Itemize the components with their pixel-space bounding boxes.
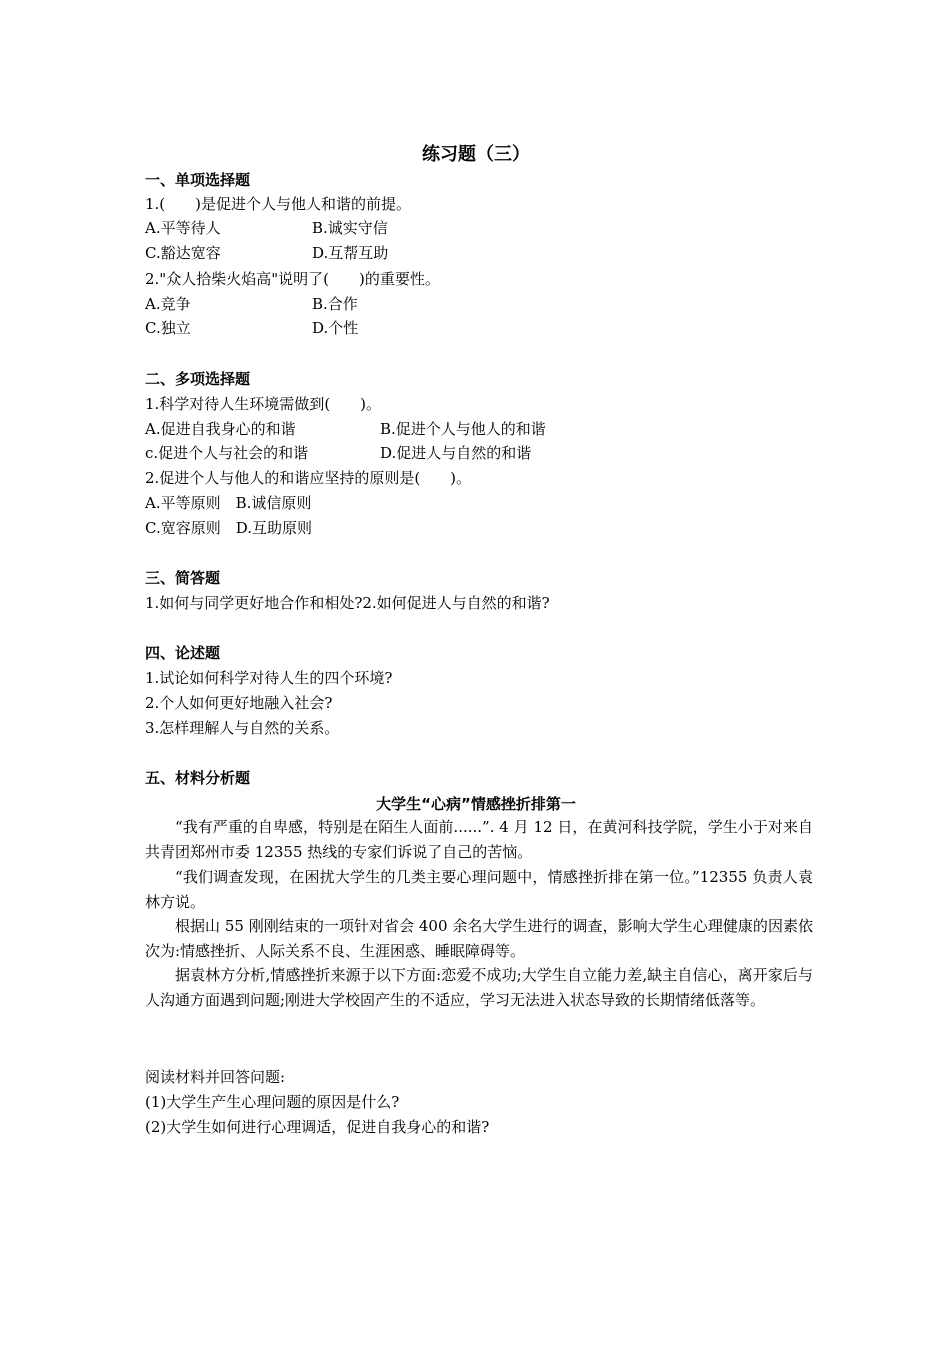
option-1-2-a: A.竞争	[145, 295, 191, 313]
question-4-3: 3.怎样理解人与自然的关系。	[145, 719, 340, 737]
material-prompt: 阅读材料并回答问题:	[145, 1068, 286, 1086]
material-paragraph-4: 据袁林方分析,情感挫折来源于以下方面:恋爱不成功;大学生自立能力差,缺主自信心，离开家后与人沟通方面遇到问题;刚进大学校固产生的不适应，学习无法进入状态导致的长期情绪低落等。	[145, 966, 813, 1009]
option-2-1-b: B.促进个人与他人的和谐	[380, 420, 546, 438]
section-heading-multiple-choice: 二、多项选择题	[145, 370, 251, 388]
option-1-2-c: C.独立	[145, 319, 191, 337]
material-paragraph-2: “我们调查发现，在困扰大学生的几类主要心理问题中，情感挫折排在第一位。”12355 负责人袁林方说。	[145, 868, 813, 911]
question-4-1: 1.试论如何科学对待人生的四个环境?	[145, 669, 393, 687]
option-2-1-a: A.促进自我身心的和谐	[145, 420, 296, 438]
question-1-1: 1.( )是促进个人与他人和谐的前提。	[145, 195, 412, 213]
section-heading-short-answer: 三、简答题	[145, 569, 221, 587]
question-4-2: 2.个人如何更好地融入社会?	[145, 694, 333, 712]
option-1-2-d: D.个性	[312, 319, 359, 337]
material-title: 大学生“心病”情感挫折排第一	[376, 795, 576, 813]
question-2-2: 2.促进个人与他人的和谐应坚持的原则是( )。	[145, 469, 472, 487]
question-5-2: (2)大学生如何进行心理调适，促进自我身心的和谐?	[145, 1118, 490, 1136]
question-5-1: (1)大学生产生心理问题的原因是什么?	[145, 1093, 400, 1111]
page-title: 练习题（三）	[422, 144, 530, 165]
option-1-1-c: C.豁达宽容	[145, 244, 221, 262]
section-heading-material-analysis: 五、材料分析题	[145, 769, 251, 787]
section-heading-single-choice: 一、单项选择题	[145, 171, 251, 189]
option-1-1-b: B.诚实守信	[312, 219, 388, 237]
question-3: 1.如何与同学更好地合作和相处?2.如何促进人与自然的和谐?	[145, 594, 550, 612]
question-1-2: 2."众人拾柴火焰高"说明了( )的重要性。	[145, 270, 440, 288]
option-1-2-b: B.合作	[312, 295, 358, 313]
material-paragraph-1: “我有严重的自卑感，特别是在陌生人面前......”. 4 月 12 日，在黄河科技学院，学生小于对来自共青团郑州市委 12355 热线的专家们诉说了自己的苦恼。	[145, 818, 813, 861]
option-1-1-a: A.平等待人	[145, 219, 221, 237]
option-1-1-d: D.互帮互助	[312, 244, 389, 262]
question-2-1: 1.科学对待人生环境需做到( )。	[145, 395, 382, 413]
option-2-1-d: D.促进人与自然的和谐	[380, 444, 532, 462]
options-2-2-cd: C.宽容原则 D.互助原则	[145, 519, 312, 537]
options-2-2-ab: A.平等原则 B.诚信原则	[145, 494, 312, 512]
option-2-1-c: c.促进个人与社会的和谐	[145, 444, 309, 462]
material-paragraph-3: 根据山 55 刚刚结束的一项针对省会 400 余名大学生进行的调查，影响大学生心理健康的因素依次为:情感挫折、人际关系不良、生涯困惑、睡眠障碍等。	[145, 917, 813, 960]
section-heading-essay: 四、论述题	[145, 644, 221, 662]
